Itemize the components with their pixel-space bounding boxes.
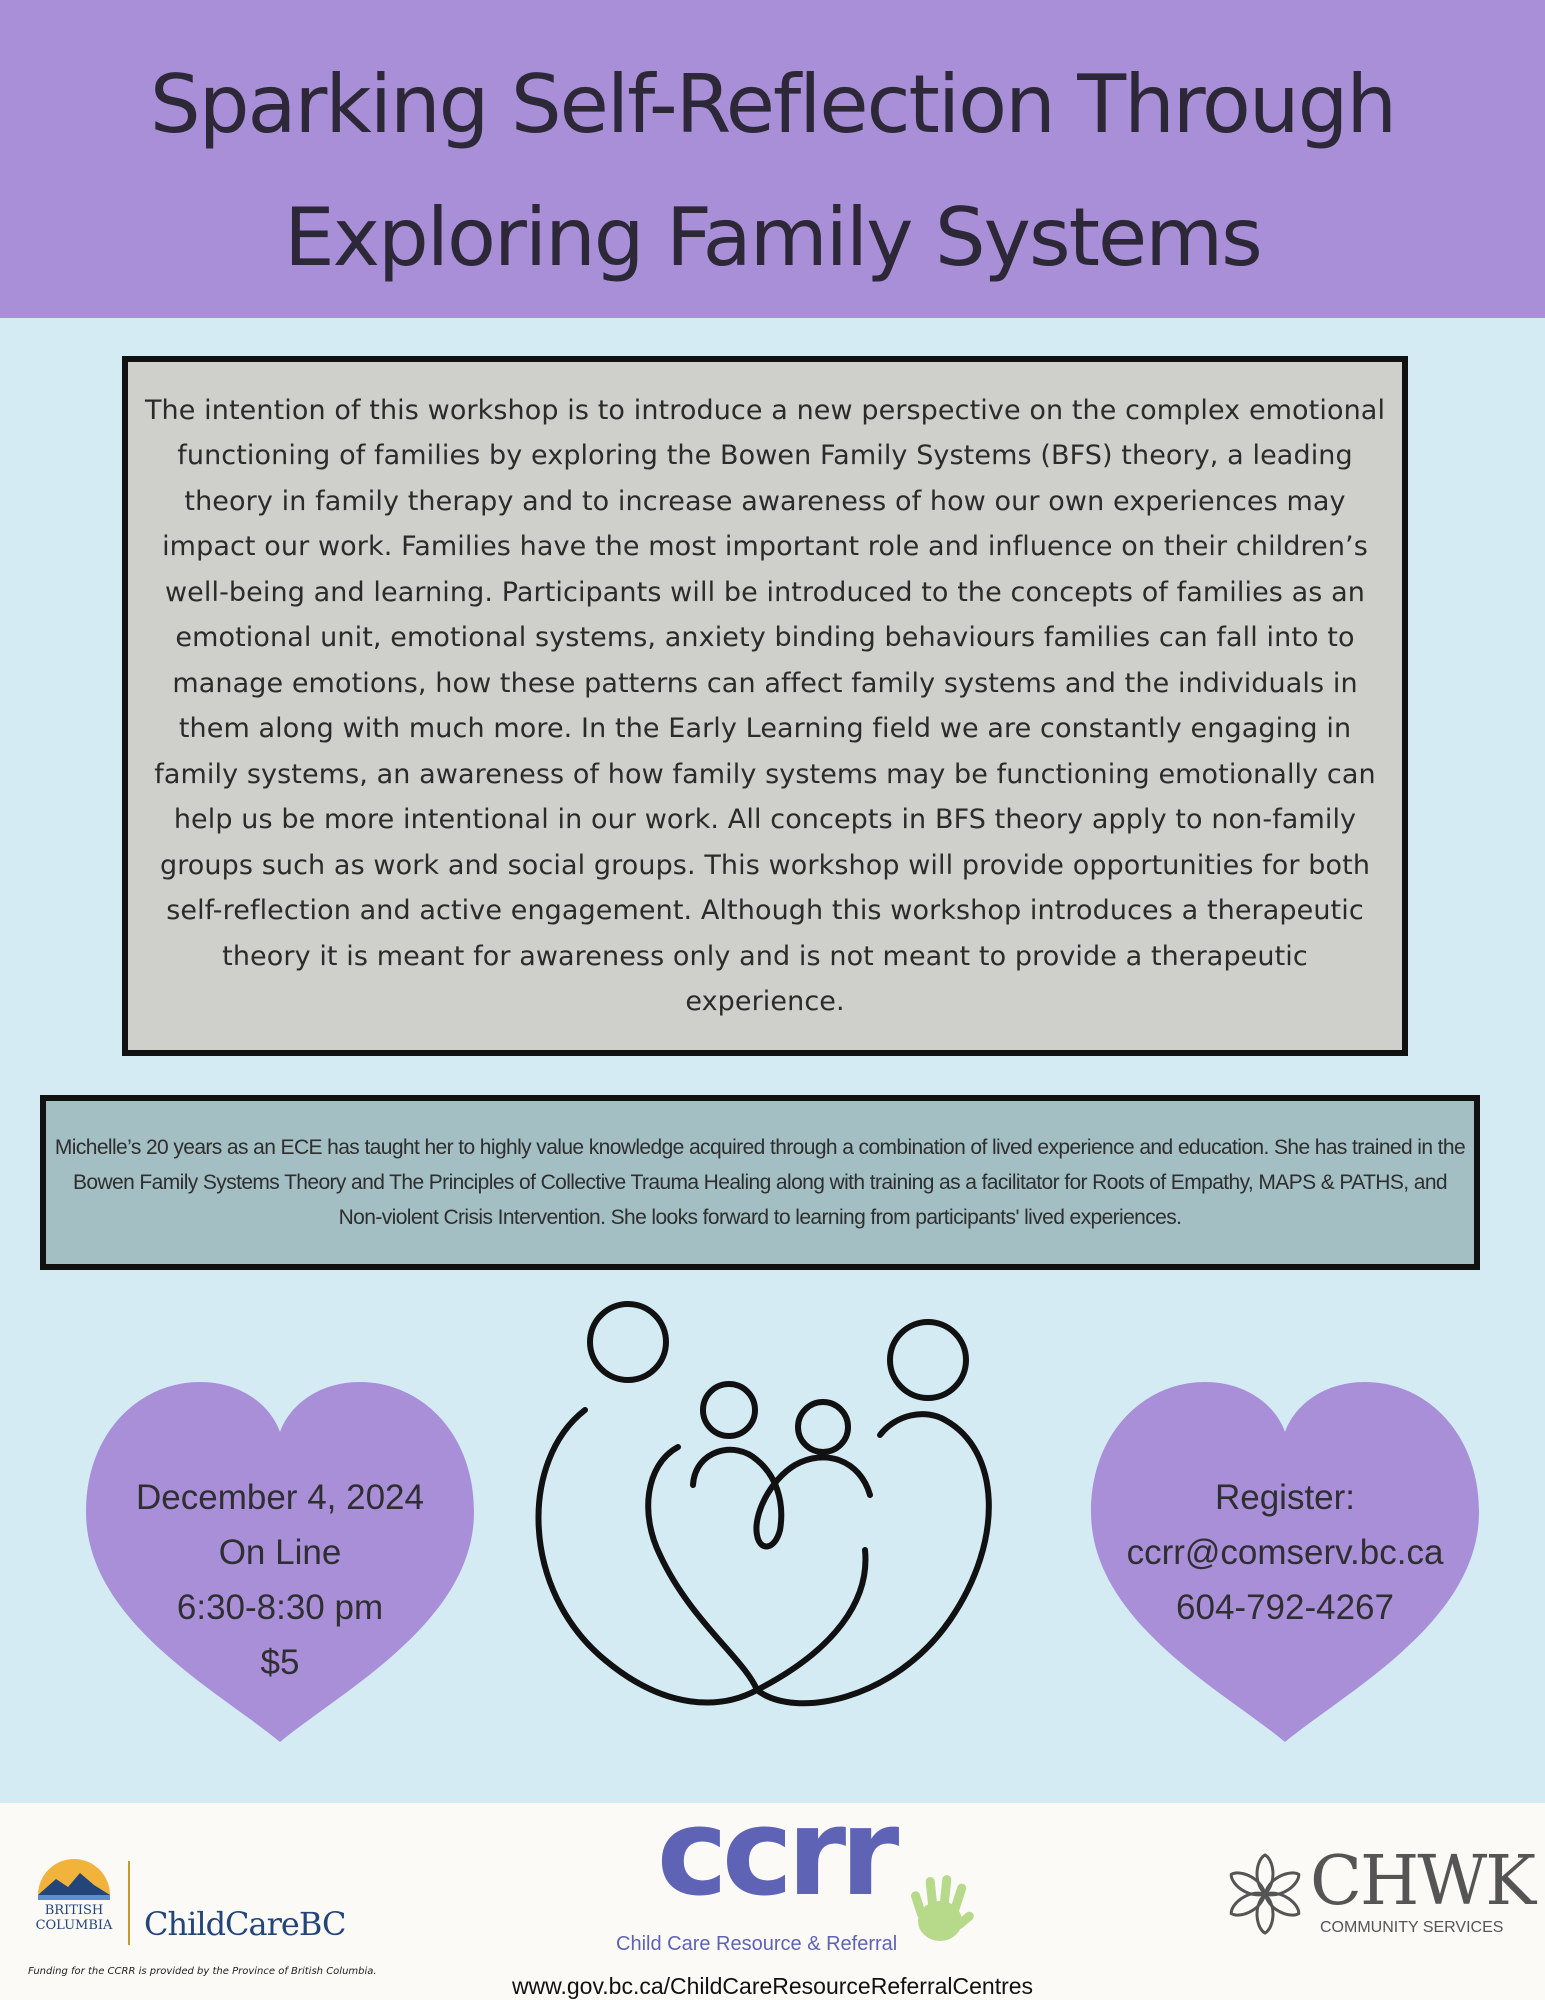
funding-note: Funding for the CCRR is provided by the Province of British Columbia.	[28, 1966, 377, 1977]
ccrr-logo	[610, 1784, 990, 1959]
register-phone[interactable]: 604-792-4267	[1176, 1588, 1394, 1627]
page-title	[0, 38, 1545, 304]
facilitator-bio-box	[40, 1095, 1480, 1270]
event-date: December 4, 2024	[136, 1478, 424, 1517]
ccrr-subtitle: Child Care Resource & Referral	[616, 1933, 898, 1955]
footer-logos	[0, 1784, 1545, 2000]
title-line-1: Sparking Self-Reflection Through	[149, 58, 1396, 151]
workshop-description: The intention of this workshop is to introduce a new perspective on the complex emotional functioning of families by exploring the Bowen Family Systems (BFS) theory, a leading theory in family therapy and to increase awareness of how our own experiences may impact our work. Families have the most important role and influence on their children’s well-being and learning. Participants will be introduced to the concepts of families as an emotional unit, emotional systems, anxiety binding behaviours families can fall into to manage emotions, how these patterns can affect family systems and the individuals in them along with much more. In the Early Learning field we are constantly engaging in family systems, an awareness of how family systems may be functioning emotionally can help us be more intentional in our work. All concepts in BFS theory apply to non-family groups such as work and social groups. This workshop will provide opportunities for both self-reflection and active engagement. Although this workshop introduces a therapeutic theory it is meant for awareness only and is not meant to provide a therapeutic experience.	[144, 394, 1386, 1017]
event-price: $5	[260, 1643, 300, 1682]
website-link[interactable]: www.gov.bc.ca/ChildCareResourceReferralCentres	[511, 1973, 1034, 1999]
title-banner	[0, 0, 1545, 318]
title-line-2: Exploring Family Systems	[284, 191, 1261, 284]
handprint-icon	[900, 1869, 980, 1949]
bc-logo-line-2: COLUMBIA	[35, 1918, 113, 1933]
workshop-description-box	[122, 356, 1408, 1056]
register-heart	[1085, 1372, 1485, 1752]
chwk-community-services-logo	[1222, 1831, 1535, 1951]
facilitator-bio: Michelle’s 20 years as an ECE has taught her to highly value knowledge acquired through a combination of lived experience and education. She has trained in the Bowen Family Systems Theory and The Principles of Collective Trauma Healing along with training as a facilitator for Roots of Empathy, MAPS & PATHS, and Non-violent Crisis Intervention. She looks forward to learning from participants' lived experiences.	[54, 1136, 1466, 1229]
event-details	[80, 1470, 480, 1690]
event-time: 6:30-8:30 pm	[176, 1588, 384, 1627]
british-columbia-childcarebc-logo	[28, 1853, 358, 1953]
register-email[interactable]: ccrr@comserv.bc.ca	[1126, 1533, 1444, 1572]
chwk-flower-icon	[1222, 1851, 1308, 1937]
register-details	[1085, 1470, 1485, 1635]
event-details-heart	[80, 1372, 480, 1752]
family-heart-illustration-icon	[495, 1290, 1035, 1740]
ccrr-wordmark: ccrr	[656, 1784, 894, 1923]
chwk-wordmark: CHWK	[1310, 1842, 1535, 1921]
bc-logo-line-1: BRITISH	[44, 1903, 104, 1918]
register-label: Register:	[1214, 1478, 1356, 1517]
event-location: On Line	[218, 1533, 342, 1572]
chwk-subtitle: COMMUNITY SERVICES	[1320, 1919, 1504, 1936]
childcarebc-wordmark: ChildCareBC	[144, 1905, 346, 1943]
